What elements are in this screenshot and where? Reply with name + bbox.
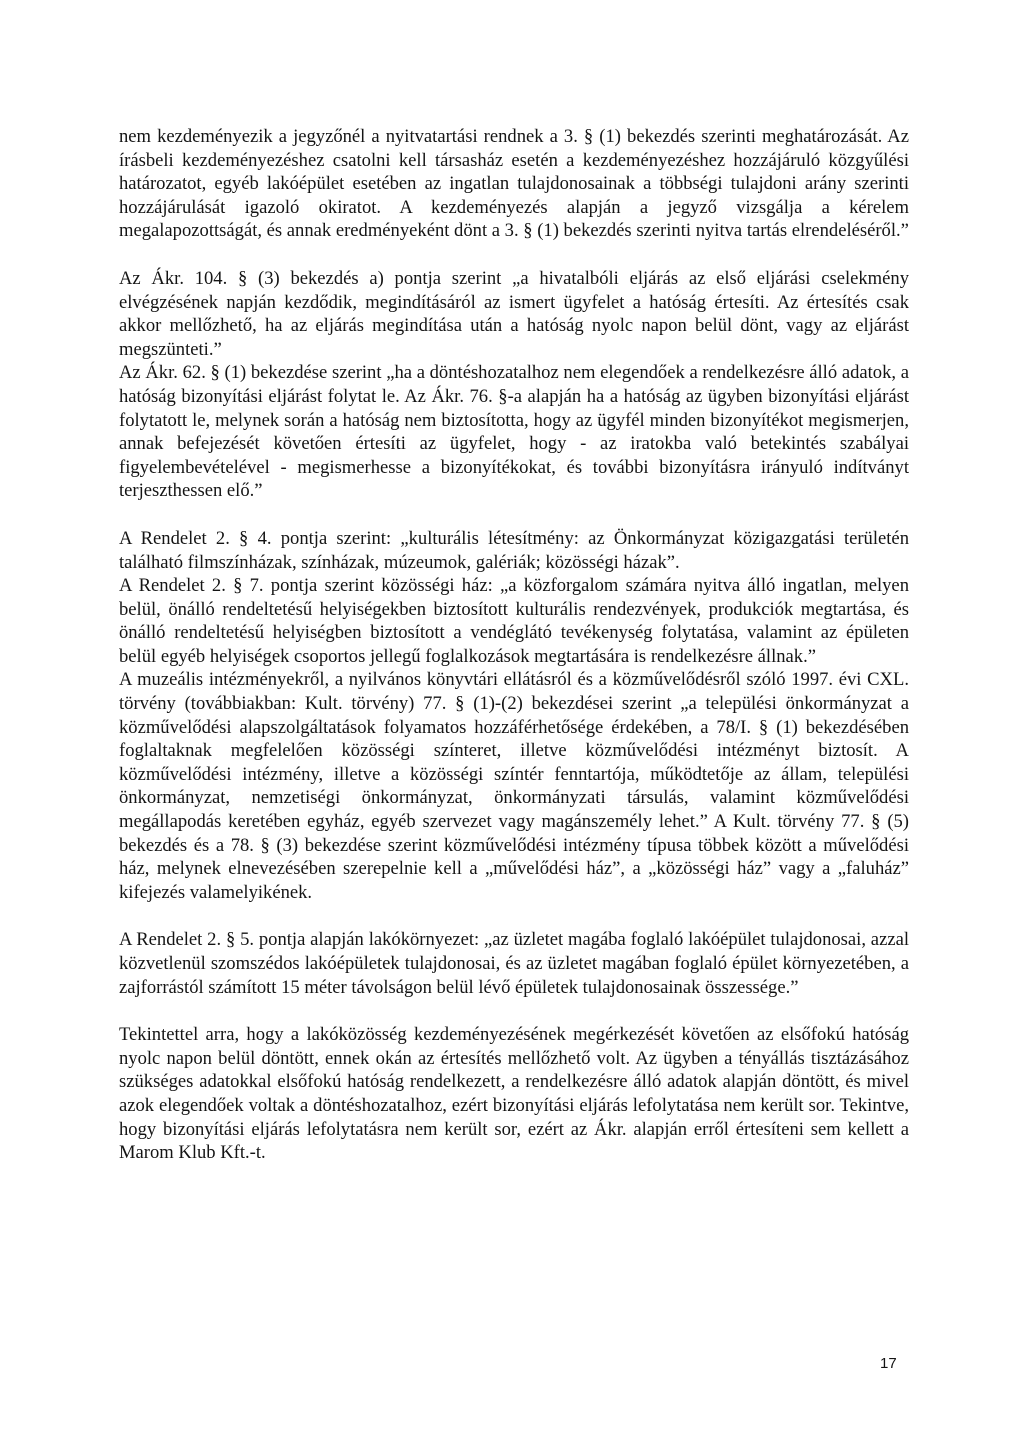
document-body	[119, 125, 909, 1165]
paragraph-kult-torveny: A muzeális intézményekről, a nyilvános könyvtári ellátásról és a közművelődésről szóló 1997. évi CXL. törvény (továbbiakban: Kult. törvény) 77. § (1)-(2) bekezdései szerint „a települési önkormányzat a közművelődési alapszolgáltatások folyamatos hozzáférhetősége érdekében, a 78/I. § (1) bekezdésében foglaltaknak megfelelően közösségi színteret, illetve közművelődési intézményt biztosít. A közművelődési intézmény, illetve a közösségi színtér fenntartója, működtetője az állam, települési önkormányzat, nemzetiségi önkormányzat, önkormányzati társulás, valamint közművelődési megállapodás keretében egyház, egyéb szervezet vagy magánszemély lehet.” A Kult. törvény 77. § (5) bekezdés és a 78. § (3) bekezdése szerint közművelődési intézmény típusa többek között a művelődési ház, melynek elnevezésében szerepelnie kell a „művelődési ház”, a „közösségi ház” vagy a „faluház” kifejezés valamelyikének.	[119, 669, 909, 903]
paragraph-rendelet-7: A Rendelet 2. § 7. pontja szerint közösségi ház: „a közforgalom számára nyitva álló ingatlan, melyen belül, önálló rendeltetésű helyiségekben biztosított kulturális rendezvények, produkciók megtartása, és önálló rendeltetésű helyiségben biztosított a vendéglátó tevékenység folytatása, valamint az épületen belül egyéb helyiségek csoportos jellegű foglalkozások megtartására is rendelkezésre állnak.”	[119, 575, 909, 667]
paragraph-gap	[119, 243, 909, 267]
paragraph-tekintettel: Tekintettel arra, hogy a lakóközösség kezdeményezésének megérkezését követően az elsőfokú hatóság nyolc napon belül döntött, ennek okán az értesítés mellőzhető volt. Az ügyben a tényállás tisztázásához szükséges adatokkal elsőfokú hatóság rendelkezett, a rendelkezésre álló adatok alapján döntött, és mivel azok elegendőek voltak a döntéshozatalhoz, ezért bizonyítási eljárás lefolytatása nem került sor. Tekintve, hogy bizonyítási eljárás lefolytatásra nem került sor, ezért az Ákr. alapján erről értesíteni sem kellett a Marom Klub Kft.-t.	[119, 1024, 909, 1164]
paragraph-gap	[119, 503, 909, 527]
paragraph-nyitvatartas: nem kezdeményezik a jegyzőnél a nyitvatartási rendnek a 3. § (1) bekezdés szerinti meghatározását. Az írásbeli kezdeményezéshez csatolni kell társasház esetén a kezdeményezéshez hozzájáruló közgyűlési határozatot, egyéb lakóépület esetében az ingatlan tulajdonosainak a többségi tulajdoni arány szerinti hozzájárulását igazoló okiratot. A kezdeményezés alapján a jegyző vizsgálja a kérelem megalapozottságát, és annak eredményeként dönt a 3. § (1) bekezdés szerinti nyitva tartás elrendeléséről.”	[119, 126, 909, 242]
paragraph-akr-62: Az Ákr. 62. § (1) bekezdése szerint „ha a döntéshozatalhoz nem elegendőek a rendelkezésre álló adatok, a hatóság bizonyítási eljárást folytat le. Az Ákr. 76. §-a alapján ha a hatóság az ügyben bizonyítási eljárást folytatott le, melynek során a hatóság nem biztosította, hogy az ügyfél minden bizonyítékot megismerjen, annak befejezését követően értesíti az ügyfelet, hogy - az iratokba való betekintés szabályai figyelembevételével - megismerhesse a bizonyítékokat, és további bizonyításra irányuló indítványt terjeszthessen elő.”	[119, 362, 909, 502]
paragraph-rendelet-5: A Rendelet 2. § 5. pontja alapján lakókörnyezet: „az üzletet magába foglaló lakóépület tulajdonosai, azzal közvetlenül szomszédos lakóépületek tulajdonosai, és az üzletet magában foglaló épület környezetében, a zajforrástól számított 15 méter távolságon belül lévő épületek tulajdonosainak összessége.”	[119, 929, 909, 998]
page-number: 17	[880, 1355, 897, 1372]
paragraph-akr-104: Az Ákr. 104. § (3) bekezdés a) pontja szerint „a hivatalbóli eljárás az első eljárási cselekmény elvégzésének napján kezdődik, megindításáról az ismert ügyfelet a hatóság értesíti. Az értesítés csak akkor mellőzhető, ha az eljárás megindítása után a hatóság nyolc napon belül dönt, vagy az eljárást megszünteti.”	[119, 267, 909, 360]
paragraph-rendelet-4: A Rendelet 2. § 4. pontja szerint: „kulturális létesítmény: az Önkormányzat közigazgatási területén található filmszínházak, színházak, múzeumok, galériák; közösségi házak”.	[119, 527, 909, 573]
paragraph-gap	[119, 999, 909, 1023]
paragraph-gap	[119, 904, 909, 928]
